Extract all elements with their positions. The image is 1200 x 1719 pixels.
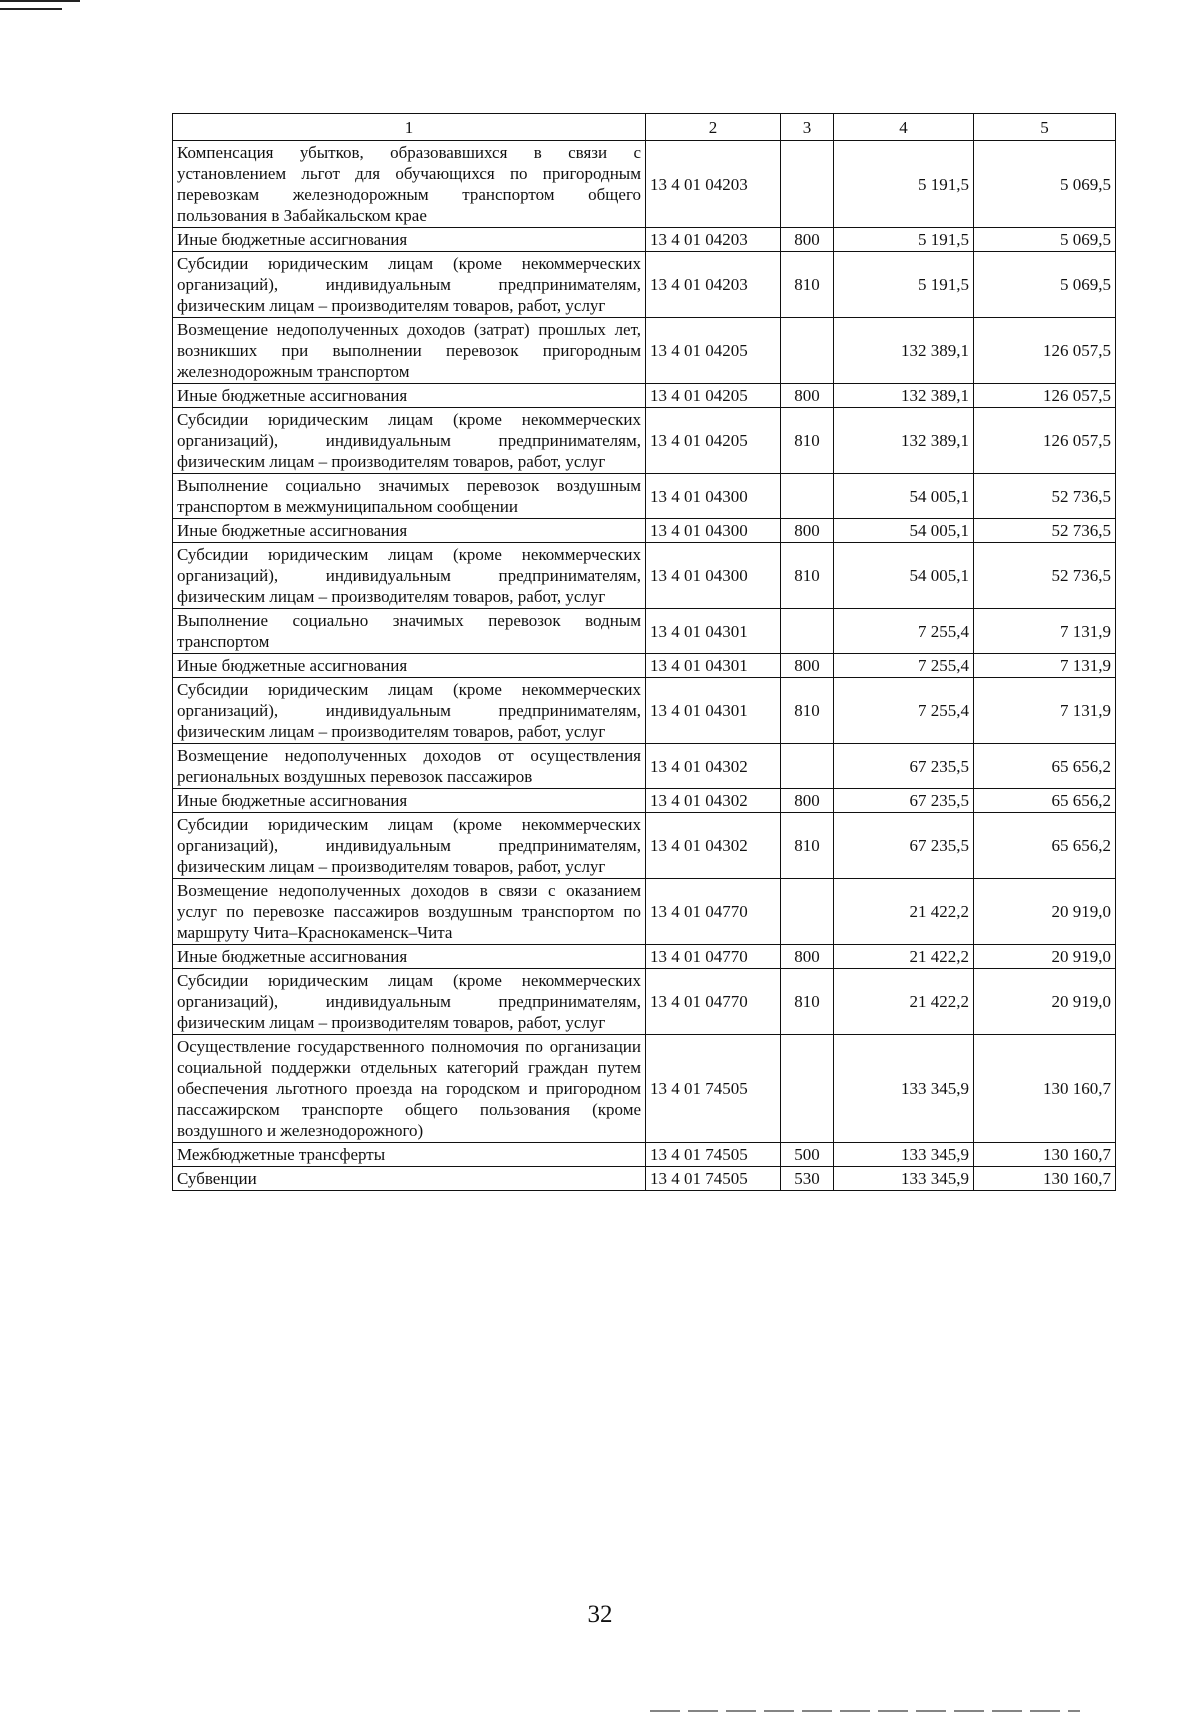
row-expense-type bbox=[781, 474, 834, 519]
table-row bbox=[173, 228, 1116, 252]
scan-artifact-line bbox=[0, 0, 80, 2]
row-target-code: 13 4 01 04770 bbox=[646, 879, 781, 945]
row-amount-year2: 130 160,7 bbox=[974, 1143, 1116, 1167]
row-expense-type: 800 bbox=[781, 654, 834, 678]
table-row bbox=[173, 408, 1116, 474]
row-amount-year1: 21 422,2 bbox=[834, 969, 974, 1035]
row-description: Субвенции bbox=[173, 1167, 646, 1191]
row-description: Иные бюджетные ассигнования bbox=[173, 789, 646, 813]
row-expense-type: 810 bbox=[781, 408, 834, 474]
row-expense-type: 800 bbox=[781, 789, 834, 813]
table-row bbox=[173, 654, 1116, 678]
page-number: 32 bbox=[587, 1601, 613, 1628]
row-description: Субсидии юридическим лицам (кроме некоммерческих организаций), индивидуальным предпринимателям, физическим лицам – производителям товаров, работ, услуг bbox=[173, 678, 646, 744]
header-col-2: 2 bbox=[646, 114, 781, 141]
row-target-code: 13 4 01 04205 bbox=[646, 318, 781, 384]
row-amount-year1: 5 191,5 bbox=[834, 141, 974, 228]
row-target-code: 13 4 01 04302 bbox=[646, 813, 781, 879]
table-row bbox=[173, 678, 1116, 744]
row-target-code: 13 4 01 74505 bbox=[646, 1143, 781, 1167]
row-amount-year1: 7 255,4 bbox=[834, 654, 974, 678]
row-expense-type: 800 bbox=[781, 519, 834, 543]
row-expense-type: 800 bbox=[781, 384, 834, 408]
row-amount-year1: 5 191,5 bbox=[834, 228, 974, 252]
row-expense-type bbox=[781, 318, 834, 384]
budget-table bbox=[172, 113, 1116, 1191]
row-expense-type: 500 bbox=[781, 1143, 834, 1167]
row-amount-year1: 132 389,1 bbox=[834, 318, 974, 384]
table-row bbox=[173, 945, 1116, 969]
table-body bbox=[173, 141, 1116, 1191]
row-description: Субсидии юридическим лицам (кроме некоммерческих организаций), индивидуальным предпринимателям, физическим лицам – производителям товаров, работ, услуг bbox=[173, 408, 646, 474]
row-description: Субсидии юридическим лицам (кроме некоммерческих организаций), индивидуальным предпринимателям, физическим лицам – производителям товаров, работ, услуг bbox=[173, 252, 646, 318]
row-amount-year1: 5 191,5 bbox=[834, 252, 974, 318]
row-target-code: 13 4 01 04300 bbox=[646, 519, 781, 543]
row-amount-year2: 130 160,7 bbox=[974, 1167, 1116, 1191]
row-amount-year1: 133 345,9 bbox=[834, 1167, 974, 1191]
row-target-code: 13 4 01 04203 bbox=[646, 252, 781, 318]
row-target-code: 13 4 01 04302 bbox=[646, 789, 781, 813]
row-target-code: 13 4 01 04203 bbox=[646, 228, 781, 252]
table-row bbox=[173, 879, 1116, 945]
table-row bbox=[173, 1143, 1116, 1167]
row-target-code: 13 4 01 04205 bbox=[646, 384, 781, 408]
header-col-1: 1 bbox=[173, 114, 646, 141]
table-row bbox=[173, 744, 1116, 789]
row-amount-year1: 132 389,1 bbox=[834, 408, 974, 474]
row-expense-type: 800 bbox=[781, 945, 834, 969]
table-row bbox=[173, 519, 1116, 543]
row-amount-year2: 52 736,5 bbox=[974, 519, 1116, 543]
table-row bbox=[173, 813, 1116, 879]
row-amount-year1: 67 235,5 bbox=[834, 789, 974, 813]
row-target-code: 13 4 01 04301 bbox=[646, 609, 781, 654]
row-description: Компенсация убытков, образовавшихся в связи с установлением льгот для обучающихся по пригородным перевозкам железнодорожным транспортом общего пользования в Забайкальском крае bbox=[173, 141, 646, 228]
row-amount-year2: 20 919,0 bbox=[974, 945, 1116, 969]
row-amount-year2: 52 736,5 bbox=[974, 543, 1116, 609]
row-target-code: 13 4 01 04301 bbox=[646, 654, 781, 678]
header-col-5: 5 bbox=[974, 114, 1116, 141]
row-amount-year1: 21 422,2 bbox=[834, 879, 974, 945]
row-expense-type: 810 bbox=[781, 678, 834, 744]
row-expense-type: 810 bbox=[781, 543, 834, 609]
scan-artifact-line bbox=[650, 1710, 1080, 1712]
row-description: Иные бюджетные ассигнования bbox=[173, 228, 646, 252]
row-amount-year2: 52 736,5 bbox=[974, 474, 1116, 519]
row-expense-type: 810 bbox=[781, 969, 834, 1035]
row-amount-year1: 21 422,2 bbox=[834, 945, 974, 969]
table-row bbox=[173, 789, 1116, 813]
row-amount-year2: 65 656,2 bbox=[974, 744, 1116, 789]
row-target-code: 13 4 01 74505 bbox=[646, 1035, 781, 1143]
row-expense-type bbox=[781, 141, 834, 228]
row-amount-year2: 20 919,0 bbox=[974, 969, 1116, 1035]
row-description: Выполнение социально значимых перевозок водным транспортом bbox=[173, 609, 646, 654]
row-expense-type: 810 bbox=[781, 813, 834, 879]
row-expense-type: 530 bbox=[781, 1167, 834, 1191]
row-amount-year2: 126 057,5 bbox=[974, 384, 1116, 408]
row-description: Субсидии юридическим лицам (кроме некоммерческих организаций), индивидуальным предпринимателям, физическим лицам – производителям товаров, работ, услуг bbox=[173, 969, 646, 1035]
row-amount-year2: 5 069,5 bbox=[974, 252, 1116, 318]
table-row bbox=[173, 318, 1116, 384]
row-expense-type bbox=[781, 1035, 834, 1143]
table-row bbox=[173, 474, 1116, 519]
row-amount-year2: 7 131,9 bbox=[974, 678, 1116, 744]
row-description: Межбюджетные трансферты bbox=[173, 1143, 646, 1167]
row-description: Возмещение недополученных доходов (затрат) прошлых лет, возникших при выполнении перевозок пригородным железнодорожным транспортом bbox=[173, 318, 646, 384]
row-target-code: 13 4 01 74505 bbox=[646, 1167, 781, 1191]
row-description: Субсидии юридическим лицам (кроме некоммерческих организаций), индивидуальным предпринимателям, физическим лицам – производителям товаров, работ, услуг bbox=[173, 543, 646, 609]
table-header-row bbox=[173, 114, 1116, 141]
row-amount-year1: 7 255,4 bbox=[834, 678, 974, 744]
row-amount-year2: 7 131,9 bbox=[974, 654, 1116, 678]
row-description: Иные бюджетные ассигнования bbox=[173, 519, 646, 543]
row-amount-year1: 133 345,9 bbox=[834, 1035, 974, 1143]
row-amount-year2: 5 069,5 bbox=[974, 228, 1116, 252]
row-amount-year2: 126 057,5 bbox=[974, 408, 1116, 474]
row-amount-year2: 65 656,2 bbox=[974, 813, 1116, 879]
row-description: Иные бюджетные ассигнования bbox=[173, 945, 646, 969]
row-amount-year2: 7 131,9 bbox=[974, 609, 1116, 654]
row-target-code: 13 4 01 04301 bbox=[646, 678, 781, 744]
row-expense-type: 810 bbox=[781, 252, 834, 318]
table-row bbox=[173, 543, 1116, 609]
row-expense-type: 800 bbox=[781, 228, 834, 252]
row-amount-year1: 54 005,1 bbox=[834, 543, 974, 609]
row-target-code: 13 4 01 04770 bbox=[646, 945, 781, 969]
table-row bbox=[173, 384, 1116, 408]
row-description: Иные бюджетные ассигнования bbox=[173, 654, 646, 678]
table-row bbox=[173, 252, 1116, 318]
row-description: Осуществление государственного полномочия по организации социальной поддержки отдельных категорий граждан путем обеспечения льготного проезда на городском и пригородном пассажирском транспорте общего пользования (кроме воздушного и железнодорожного) bbox=[173, 1035, 646, 1143]
row-description: Иные бюджетные ассигнования bbox=[173, 384, 646, 408]
row-amount-year1: 54 005,1 bbox=[834, 519, 974, 543]
row-amount-year1: 133 345,9 bbox=[834, 1143, 974, 1167]
row-target-code: 13 4 01 04300 bbox=[646, 543, 781, 609]
row-target-code: 13 4 01 04770 bbox=[646, 969, 781, 1035]
row-amount-year1: 67 235,5 bbox=[834, 813, 974, 879]
header-col-4: 4 bbox=[834, 114, 974, 141]
row-description: Возмещение недополученных доходов от осуществления региональных воздушных перевозок пассажиров bbox=[173, 744, 646, 789]
row-amount-year1: 67 235,5 bbox=[834, 744, 974, 789]
row-description: Возмещение недополученных доходов в связи с оказанием услуг по перевозке пассажиров воздушным транспортом по маршруту Чита–Краснокаменск–Чита bbox=[173, 879, 646, 945]
row-amount-year2: 20 919,0 bbox=[974, 879, 1116, 945]
row-description: Субсидии юридическим лицам (кроме некоммерческих организаций), индивидуальным предпринимателям, физическим лицам – производителям товаров, работ, услуг bbox=[173, 813, 646, 879]
row-amount-year1: 54 005,1 bbox=[834, 474, 974, 519]
table-row bbox=[173, 1035, 1116, 1143]
table-row bbox=[173, 969, 1116, 1035]
table-row bbox=[173, 1167, 1116, 1191]
row-description: Выполнение социально значимых перевозок воздушным транспортом в межмуниципальном сообщении bbox=[173, 474, 646, 519]
row-amount-year1: 7 255,4 bbox=[834, 609, 974, 654]
row-target-code: 13 4 01 04300 bbox=[646, 474, 781, 519]
row-amount-year2: 130 160,7 bbox=[974, 1035, 1116, 1143]
scan-artifact-line bbox=[0, 8, 62, 10]
row-expense-type bbox=[781, 609, 834, 654]
table-row bbox=[173, 141, 1116, 228]
table-row bbox=[173, 609, 1116, 654]
row-amount-year2: 5 069,5 bbox=[974, 141, 1116, 228]
row-amount-year1: 132 389,1 bbox=[834, 384, 974, 408]
row-amount-year2: 65 656,2 bbox=[974, 789, 1116, 813]
row-expense-type bbox=[781, 879, 834, 945]
row-target-code: 13 4 01 04205 bbox=[646, 408, 781, 474]
row-target-code: 13 4 01 04302 bbox=[646, 744, 781, 789]
row-amount-year2: 126 057,5 bbox=[974, 318, 1116, 384]
header-col-3: 3 bbox=[781, 114, 834, 141]
row-target-code: 13 4 01 04203 bbox=[646, 141, 781, 228]
row-expense-type bbox=[781, 744, 834, 789]
